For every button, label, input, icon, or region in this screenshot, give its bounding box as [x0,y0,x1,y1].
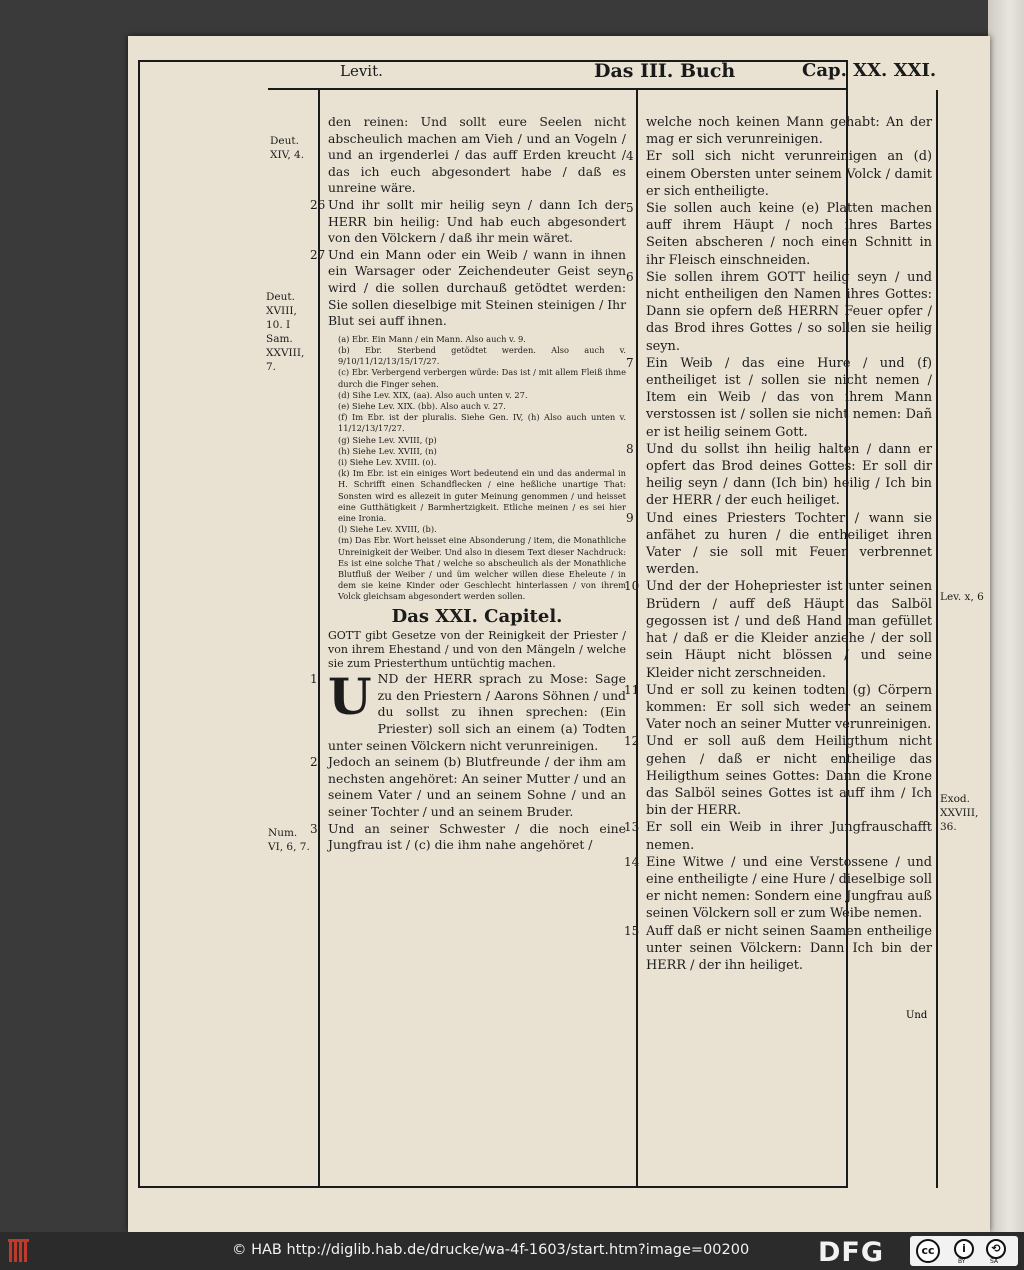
verse-2 [310,754,626,820]
verse-text: Jedoch an seinem (b) Blutfreunde / der ihm am nechsten angehöret: An seiner Mutter / und an seinem Vater / und an seinem Sohne / und an seiner Tochter / und an seinem Bruder. [328,754,626,819]
verse-number: 13 [624,820,640,835]
verse-7 [626,355,932,441]
catchword: Und [906,1010,928,1021]
footnote: (c) Ebr. Verbergend verbergen würde: Das ist / mit allem Fleiß ihme durch die Finger sehen. [338,367,626,389]
verse-27 [310,246,626,330]
verse-14 [624,854,932,923]
verse-number: 3 [310,821,318,836]
verse-text: Und der der Hohepriester ist unter seinen Brüdern / auff deß Häupt das Salböl gegossen ist / und deß Hand man gefüllet hat / daß er die Kleider anziehe / der soll sein Häupt nicht blössen / und seine Kleider nicht zerschneiden. [646,579,932,681]
margin-note-left: Num. VI, 6, 7. [268,827,310,853]
running-head-center: Das III. Buch [594,60,736,82]
verse-12 [624,733,932,819]
verse-number: 14 [624,854,640,869]
verse-text: Sie sollen ihrem GOTT heilig seyn / und nicht entheiligen den Namen ihres Gottes: Dann sie opfern deß HERRN Feuer opfer / das Brod ihres Gottes / so sollen sie heilig seyn. [646,269,932,354]
margin-note-right: Lev. x, 6 [940,591,984,603]
dropcap-initial: U [328,667,372,727]
verse-text: Ein Weib / das eine Hure / und (f) entheiliget ist / sollen sie nicht nemen / Item ein Weib / das von ihrem Mann verstossen ist / sollen sie nicht nemen: Dañ er ist heilig seinem Gott. [646,355,932,440]
verse-number: 8 [626,441,634,456]
verse-5 [626,200,932,269]
chapter-summary: GOTT gibt Gesetze von der Reinigkeit der Priester / von ihrem Ehestand / und von den Mängeln / welche sie zum Priesterthum untüchtig machen. [328,629,626,671]
footnote: (b) Ebr. Sterbend getödtet werden. Also auch v. 9/10/11/12/13/15/17/27. [338,344,626,367]
verse-number: 10 [624,579,640,594]
verse-text: Und er soll zu keinen todten (g) Cörpern kommen: Er soll sich weder an seinem Vater noch an seiner Mutter verunreinigen. [646,682,932,733]
verse-number: 4 [626,149,634,164]
sa-label: SA [990,1258,999,1265]
footnote: (f) Im Ebr. ist der pluralis. Siehe Gen. IV, (h) Also auch unten v. 11/12/13/17/27. [338,412,626,434]
footer-link[interactable]: © HAB http://diglib.hab.de/drucke/wa-4f-1603/start.htm?image=00200 [232,1242,750,1258]
margin-note-left: Deut. XVIII, 10. I Sam. XXVIII, 7. [266,291,305,373]
verse-text: Eine Witwe / und eine Verstossene / und eine entheiligte / eine Hure / dieselbige soll er nicht nemen: Sondern eine Jungfrau auß seinen Völckern soll er zum Weibe nemen. [646,854,932,922]
verse-number: 26 [310,197,326,212]
center-column-rule [636,90,638,1188]
verse-number: 9 [626,510,634,525]
verse-11 [624,682,932,734]
footnote: (h) Siehe Lev. XVIII, (n) [338,445,437,456]
verse-number: 15 [624,923,640,938]
footnote: (g) Siehe Lev. XVIII, (p) [338,434,437,445]
verse-number: 2 [310,755,318,770]
verse-number: 6 [626,269,634,284]
verse-number: 27 [310,247,326,262]
verse-4 [626,148,932,200]
verse-text: Er soll ein Weib in ihrer Jungfrauschafft nemen. [646,820,932,853]
verse-number: 11 [624,682,640,697]
verse-9 [626,510,932,579]
footnote: (a) Ebr. Ein Mann / ein Mann. Also auch v. 9. [338,333,526,344]
by-label: BY [958,1258,966,1265]
verse-text: Auff daß er nicht seinen Saamen entheilige unter seinen Völckern: Dann Ich bin der HERR / der ihn heiliget. [646,923,932,973]
running-head-left: Levit. [340,62,383,80]
verse-1 [310,667,626,754]
verse-text: Er soll sich nicht verunreinigen an (d) einem Obersten unter seinem Volck / damit er sich entheiligte. [646,149,932,199]
verse-text: Sie sollen auch keine (e) Platten machen auff ihrem Häupt / noch ihres Bartes Seiten abscheren / noch einen Schnitt in ihr Fleisch einschneiden. [646,201,932,268]
cc-license-badge[interactable] [910,1236,1018,1266]
verse-text: Und ein Mann oder ein Weib / wann in ihnen ein Warsager oder Zeichendeuter Geist seyn wird / die sollen durchauß getödtet werden: Sie sollen dieselbige mit Steinen steinigen / Ihr Blut sei auff ihnen. [328,246,626,329]
footnote: (k) Im Ebr. ist ein einiges Wort bedeutend ein und das andermal in H. Schrifft einen Schandflecken / eine heßliche unartige That: Sonsten wird es allezeit in guter Meinung genommen / und heisset eine Gutthätigkeit / Barmhertzigkeit. Etliche meinen / es sei hier eine Ironia. [338,468,626,523]
margin-note-right: Exod. XXVIII, 36. [940,793,979,833]
verse-number: 7 [626,355,634,370]
verse-text: Und an seiner Schwester / die noch eine Jungfrau ist / (c) die ihm nahe angehöret / [328,820,626,853]
sa-icon: ⟲ [986,1239,1006,1259]
verse-10 [624,578,932,681]
header-rule [268,88,848,90]
right-column-rule [936,90,938,1188]
footnote: (m) Das Ebr. Wort heisset eine Absonderung / item, die Monathliche Unreinigkeit der Weiber. Und also in diesem Text dieser Nachdruck: Es ist eine solche That / welche so abscheulich als der Monathliche Blutfluß der Weiber / und üm welcher willen diese Eheleute / in dem sie keine Kinder oder Geschlecht hinterlassen / von ihrem Volck gleichsam abgesondert werden sollen. [338,535,626,602]
verse-26 [310,196,626,247]
verse-number: 1 [310,672,318,687]
verse-15 [624,923,932,975]
verse-text: den reinen: Und sollt eure Seelen nicht abscheulich machen am Vieh / und an Vogeln / und an irgenderlei / das auff Erden kreucht / das ich euch abgesondert habe / daß es unreine wäre. [328,114,626,196]
verse-3 [310,820,626,854]
footer-bar [0,1232,1024,1270]
verse-text: Und eines Priesters Tochter / wann sie anfähet zu huren / die entheiliget ihren Vater / sie soll mit Feuer verbrennet werden. [646,510,932,578]
dfg-logo: DFG [818,1237,885,1268]
verse-8 [626,441,932,510]
footnote: (l) Siehe Lev. XVIII, (b). [338,524,437,535]
verse-6 [626,269,932,355]
by-icon: i [954,1239,974,1259]
verse-number: 12 [624,734,640,749]
left-column [310,114,626,854]
cc-icon: cc [916,1239,940,1263]
footnote: (d) Sihe Lev. XIX, (aa). Also auch unten v. 27. [338,389,528,400]
verse-number: 5 [626,201,634,216]
verse-13 [624,819,932,853]
margin-note-left: Deut. XIV, 4. [270,135,305,161]
verse-text: Und du sollst ihn heilig halten / dann er opfert das Brod deines Gottes: Er soll dir heilig seyn / dann (Ich bin) heilig / Ich bin der HERR / der euch heiliget. [646,441,932,509]
library-icon [8,1238,30,1264]
verse-text: welche noch keinen Mann gehabt: An der mag er sich verunreinigen. [646,115,932,148]
verse-text: Und er soll auß dem Heiligthum nicht gehen / daß er nicht entheilige das Heiligthum seines Gottes: Dann die Krone das Salböl seines Gottes ist auff ihm / Ich bin der HERR. [646,734,932,819]
footnotes [338,334,626,603]
footnote: (e) Siehe Lev. XIX. (bb). Also auch v. 27. [338,400,506,411]
verse-text: Und ihr sollt mir heilig seyn / dann Ich der HERR bin heilig: Und hab euch abgesondert von den Völckern / daß ihr mein wäret. [328,196,626,246]
next-page-edge [988,0,1024,1232]
verse-text: ND der HERR sprach zu Mose: Sage zu den Priestern / Aarons Söhnen / und du sollst zu ihnen sprechen: (Ein Priester) soll sich an einem (a) Todten unter seinen Völckern nicht verunreinigen. [328,671,626,753]
footnote: (i) Siehe Lev. XVIII. (o). [338,456,437,467]
running-head-right: Cap. XX. XXI. [802,60,937,81]
right-column [624,114,932,974]
chapter-title: Das XXI. Capitel. [391,605,563,627]
